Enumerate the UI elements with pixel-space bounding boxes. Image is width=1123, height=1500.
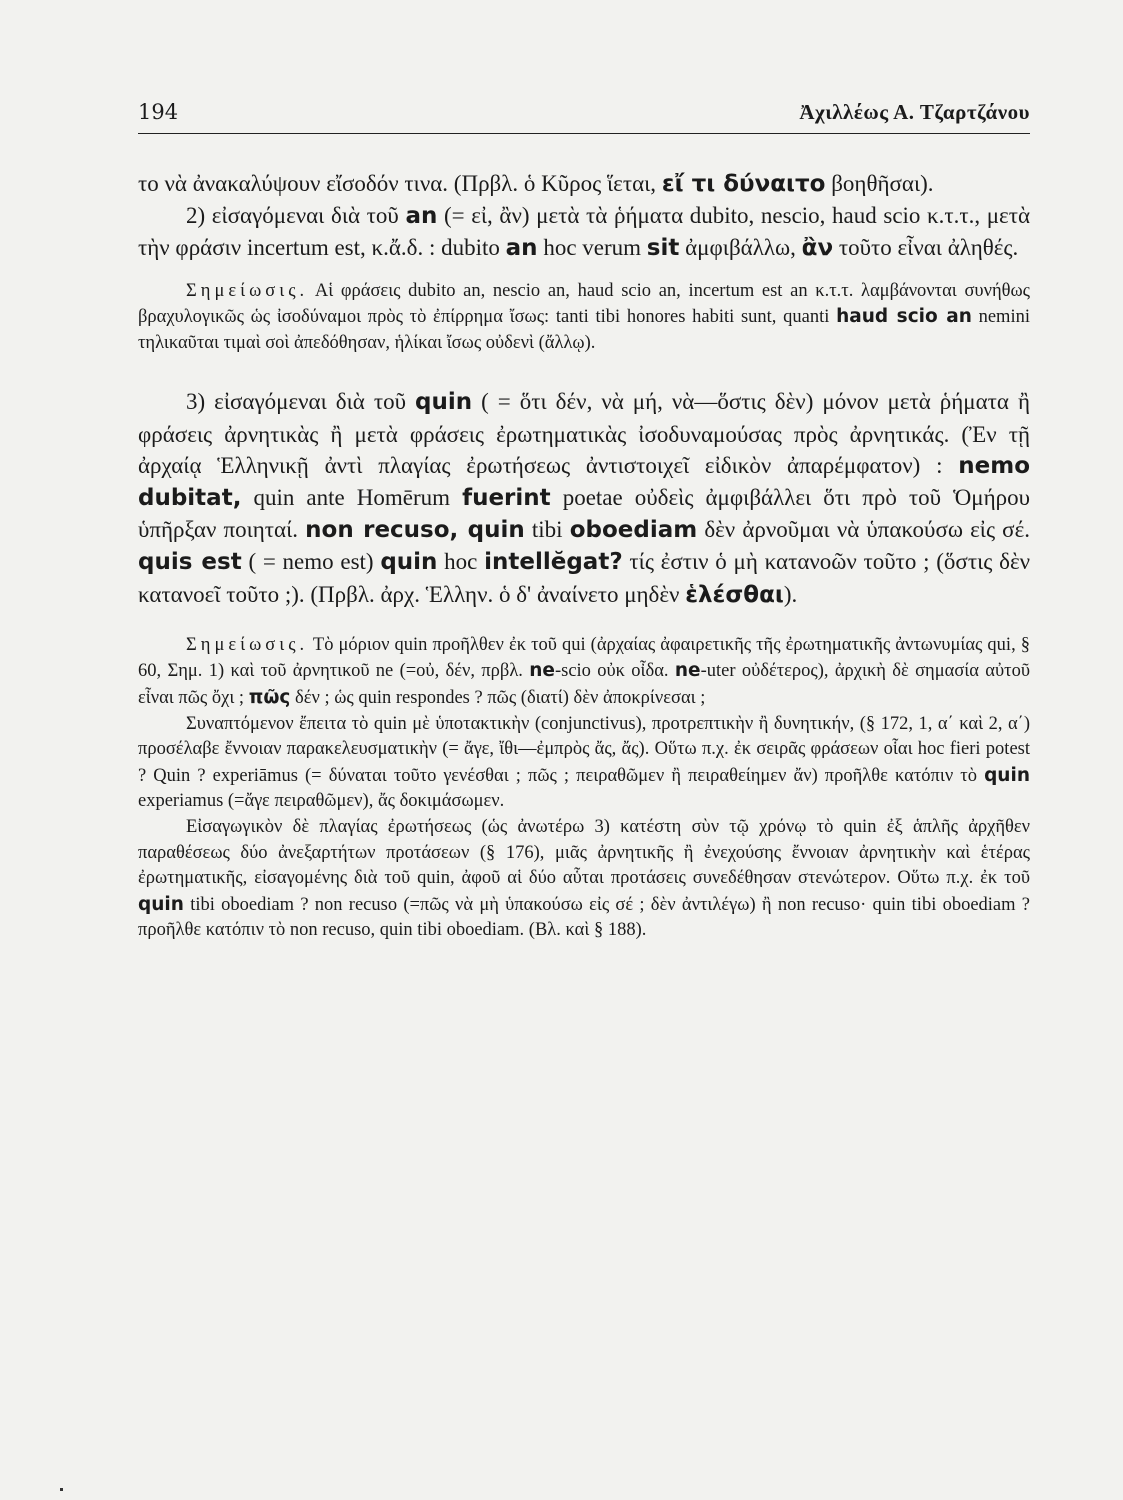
paragraph-section-2: [138, 200, 1030, 264]
text-run: hoc: [437, 549, 485, 575]
text-run: ἀμφιβάλλω,: [679, 235, 802, 261]
text-run: τοῦτο εἶναι ἀληθές.: [833, 235, 1019, 261]
note-2: [138, 633, 1030, 712]
scan-speck: [60, 1488, 63, 1491]
bold-term: quin: [380, 549, 438, 576]
note-4: [138, 815, 1030, 944]
text-run: ἴσως: [509, 307, 545, 328]
text-run: Αἱ φράσεις dubito an, nescio an, haud scio an, incertum est an κ.τ.τ. λαμβάνονται συνήθως βραχυλογικῶς ὡς ἰσοδύναμοι πρὸς τὸ ἐπίρρημα: [138, 280, 1030, 328]
text-run: quin ante Homērum: [241, 485, 463, 510]
bold-term: quin: [138, 893, 184, 915]
note-1: [138, 279, 1030, 357]
text-run: ( = ὅτι δέν, νὰ μή, νὰ—ὅστις δὲν) μόνον μετὰ ῥήματα ἢ φράσεις ἀρνητικὰς ἢ μετὰ φράσεις ἐρωτηματικὰς ἰσοδυναμούσας πρὸς ἀρνητικάς. (Ἐν τῇ ἀρχαίᾳ Ἑλληνικῇ ἀντὶ πλαγίας ἐρωτήσεως ἀντιστοιχεῖ εἰδικὸν ἀπαρέμφατον) :: [138, 389, 1031, 478]
bold-term: quin: [984, 764, 1030, 786]
bold-example: nemo dubitat,: [138, 452, 1030, 511]
bold-example: quis est: [138, 549, 242, 576]
text-run: 3) εἰσαγόμεναι διὰ τοῦ: [186, 389, 415, 415]
bold-example: εἴ τι δύναιτο: [661, 171, 826, 197]
text-run: ).: [783, 581, 798, 607]
bold-term: πῶς: [248, 687, 291, 708]
text-run: δὲν ἀρνοῦμαι νὰ ὑπακούσω εἰς σέ.: [697, 517, 1030, 543]
note-label: Σημείωσις.: [186, 634, 309, 655]
text-run: poetae οὐδεὶς ἀμφιβάλλει ὅτι πρὸ τοῦ Ὁμήρου ὑπῆρξαν ποιηταί.: [138, 485, 1030, 543]
bold-term: an: [505, 235, 538, 262]
text-run: experiamus (=ἄγε πειραθῶμεν), ἄς δοκιμάσωμεν.: [138, 791, 505, 812]
text-run: 2) εἰσαγόμεναι διὰ τοῦ: [186, 203, 406, 229]
paragraph-section-3: [138, 386, 1030, 610]
text-run: Εἰσαγωγικὸν δὲ πλαγίας ἐρωτήσεως (ὡς ἀνωτέρω 3) κατέστη σὺν τῷ χρόνῳ τὸ quin ἐξ ἁπλῆς ἀρχῆθεν παραθέσεως δύο ἀνεξαρτήτων προτάσεων (§ 176), μιᾶς ἀρνητικῆς ἢ ἐνεχούσης ἔννοιαν ἀρνητικὴν καὶ ἑτέρας ἐρωτηματικῆς, εἰσαγομένης διὰ τοῦ quin, ἀφοῦ αἱ δύο αὗται προτάσεις συνεδέθησαν στενώτερον. Οὕτω π.χ. ἐκ τοῦ: [138, 816, 1030, 889]
text-run: δέν ; ὡς quin respondes ? πῶς (διατί) δὲν ἀποκρίνεσαι ;: [290, 688, 706, 708]
text-run: ( = nemo est): [241, 549, 381, 575]
page-number: 194: [138, 100, 179, 124]
paragraph-continuation: [138, 168, 1030, 200]
bold-term: haud scio an: [836, 306, 972, 328]
note-3: [138, 712, 1030, 815]
bold-term: intellĕgat?: [484, 549, 623, 576]
bold-term: fuerint: [462, 485, 551, 511]
text-run: το νὰ ἀνακαλύψουν εἴσοδόν τινα. (Πρβλ. ὁ Κῦρος ἵεται,: [138, 171, 662, 196]
bold-term: ἂν: [801, 235, 834, 262]
text-run: Συναπτόμενον ἔπειτα τὸ quin μὲ ὑποτακτικὴν (conjunctivus), προτρεπτικὴν ἢ δυνητικήν, (§ 172, 1, α΄ καὶ 2, α΄) προσέλαβε ἔννοιαν παρακελευσματικὴν (= ἄγε, ἴθι—ἐμπρὸς ἄς, ἄς). Οὕτω π.χ. ἐκ σειρᾶς φράσεων οἷαι hoc fieri potest ? Quin ? experiāmus (= δύναται τοῦτο γενέσθαι ; πῶς ; πειραθῶμεν ἢ πειραθείημεν ἄν) προῆλθε κατόπιν τὸ: [138, 713, 1030, 786]
text-run: βοηθῆσαι).: [825, 171, 934, 196]
text-run: -scio οὐκ οἶδα.: [554, 661, 675, 682]
bold-term: ἑλέσθαι: [685, 581, 784, 608]
text-run: tibi: [524, 517, 570, 543]
bold-term: oboediam: [569, 517, 698, 544]
bold-term: quin: [414, 389, 473, 416]
bold-term: sit: [646, 235, 680, 262]
text-run: (= εἰ, ἂν) μετὰ τὰ ῥήματα dubito, nescio, haud scio κ.τ.τ., μετὰ τὴν φράσιν incertum est, κ.ἄ.δ. : dubito: [138, 203, 1031, 261]
text-run: tibi oboediam ? non recuso (=πῶς νὰ μὴ ὑπακούσω εἰς σέ ; δὲν ἀντιλέγω) ἢ non recuso· quin tibi oboediam ? προῆλθε κατόπιν τὸ non recuso, quin tibi oboediam. (Βλ. καὶ § 188).: [138, 894, 1030, 941]
bold-term: an: [405, 203, 438, 230]
text-run: ἴσως: [446, 332, 482, 353]
text-run: τίς ἐστιν ὁ μὴ κατανοῶν τοῦτο ; (ὅστις δὲν κατανοεῖ τοῦτο ;). (Πρβλ. ἀρχ. Ἑλλην. ὁ δ' ἀναίνετο μηδὲν: [138, 549, 1031, 607]
text-run: οὐδενὶ (ἄλλῳ).: [481, 332, 596, 353]
book-page: [138, 100, 1030, 944]
bold-term: ne: [529, 660, 555, 682]
bold-example: non recuso, quin: [305, 517, 525, 544]
bold-term: ne: [674, 660, 701, 682]
text-run: Τὸ μόριον quin προῆλθεν ἐκ τοῦ qui (ἀρχαίας ἀφαιρετικῆς τῆς ἐρωτηματικῆς ἀντωνυμίας qui, § 60, Σημ. 1) καὶ τοῦ ἀρνητικοῦ ne (=οὐ, δέν, πρβλ.: [138, 634, 1030, 682]
text-run: -uter οὐδέτερος), ἀρχικὴ δὲ σημασία αὐτοῦ εἶναι πῶς ὄχι ;: [138, 661, 1030, 708]
text-run: hoc verum: [537, 235, 647, 261]
running-header-author: Ἀχιλλέως Α. Τζαρτζάνου: [799, 100, 1030, 124]
text-run: nemini τηλικαῦται τιμαὶ σοὶ ἀπεδόθησαν, ἡλίκαι: [138, 307, 1030, 353]
running-header: [138, 100, 1030, 134]
text-run: : tanti tibi honores habiti sunt, quanti: [544, 307, 837, 328]
note-label: Σημείωσις.: [186, 280, 309, 301]
